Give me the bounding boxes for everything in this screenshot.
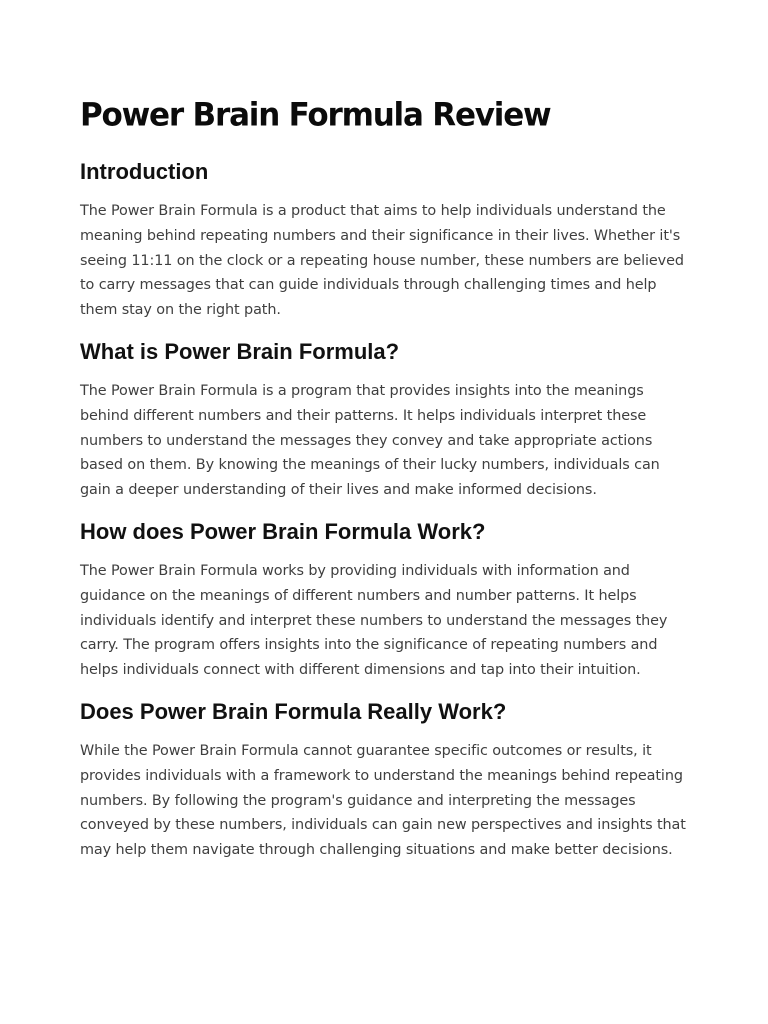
- section-heading-introduction: Introduction: [80, 159, 209, 184]
- document-title: Power Brain Formula Review: [80, 96, 551, 134]
- section-body-what-is: The Power Brain Formula is a program that provides insights into the meanings behind different numbers and their patterns. It helps individuals interpret these numbers to understand the messages they convey and take appropriate actions based on them. By knowing the meanings of their lucky numbers, individuals can gain a deeper understanding of their lives and make informed decisions.: [80, 382, 660, 499]
- section-body-introduction: The Power Brain Formula is a product that aims to help individuals understand the meaning behind repeating numbers and their significance in their lives. Whether it's seeing 11:11 on the clock or a repeating house number, these numbers are believed to carry messages that can guide individuals through challenging times and help them stay on the right path.: [80, 203, 684, 319]
- section-body-does-it-work: While the Power Brain Formula cannot guarantee specific outcomes or results, it provides individuals with a framework to understand the meanings behind repeating numbers. By following the program's guidance and interpreting the messages conveyed by these numbers, individuals can gain new perspectives and insights that may help them navigate through challenging situations and make better decisions.: [80, 742, 686, 859]
- section-body-how-it-works: The Power Brain Formula works by providing individuals with information and guidance on the meanings of different numbers and number patterns. It helps individuals identify and interpret these numbers to understand the messages they carry. The program offers insights into the significance of repeating numbers and helps individuals connect with different dimensions and tap into their intuition.: [80, 562, 668, 679]
- section-heading-what-is: What is Power Brain Formula?: [80, 338, 400, 364]
- section-heading-how-it-works: How does Power Brain Formula Work?: [80, 518, 486, 544]
- section-heading-does-it-work: Does Power Brain Formula Really Work?: [80, 698, 507, 724]
- document-page: [80, 92, 690, 863]
